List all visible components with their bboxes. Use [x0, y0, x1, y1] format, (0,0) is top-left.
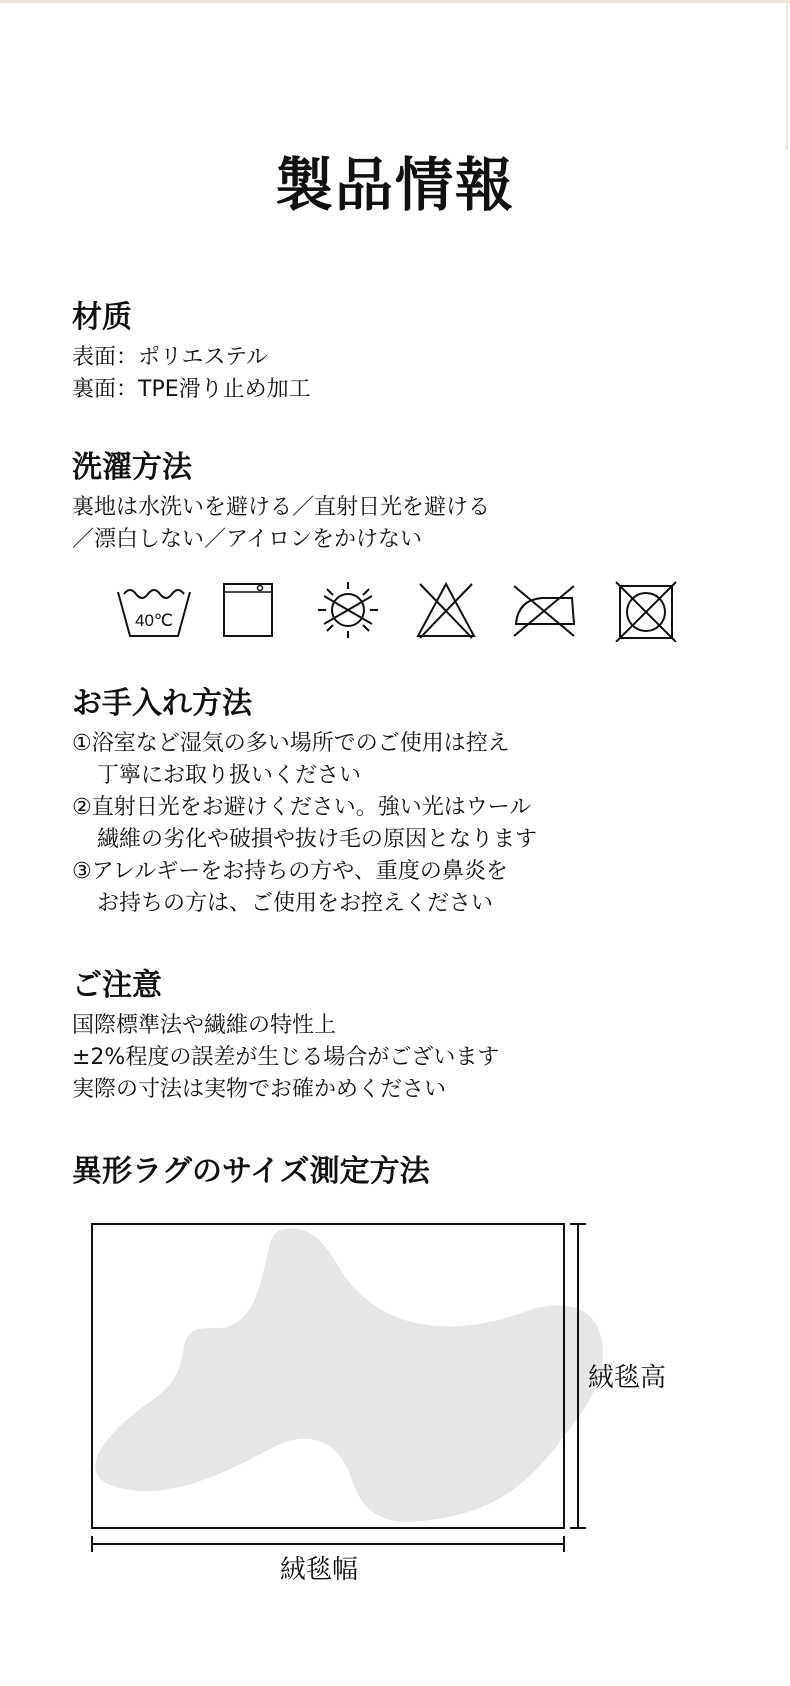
care-item-3 [72, 856, 722, 920]
material-surface: 表面：ポリエステル [72, 345, 269, 370]
care-item-2-line-1: ②直射日光をお避けください。強い光はウール [72, 795, 532, 820]
material-back: 裏面：TPE滑り止め加工 [72, 377, 311, 402]
washing-line-2: ／漂白しない／アイロンをかけない [72, 527, 423, 552]
washing-heading: 洗濯方法 [72, 450, 192, 485]
care-item-2-line-2: 繊維の劣化や破損や抜け毛の原因となります [97, 827, 538, 852]
care-item-1-line-1: ①浴室など湿気の多い場所でのご使用は控え [72, 731, 510, 756]
care-section [72, 684, 722, 920]
rug-shape [95, 1228, 602, 1521]
wash-40-icon [114, 578, 194, 642]
rug-size-diagram [80, 1210, 700, 1600]
laundry-icons [108, 578, 688, 642]
no-sun-dry-icon [314, 578, 382, 642]
top-border [0, 0, 790, 3]
notice-line-3: 実際の寸法は実物でお確かめください [72, 1077, 447, 1102]
care-heading: お手入れ方法 [72, 686, 252, 721]
no-tumble-dry-icon [614, 578, 678, 642]
notice-section [72, 966, 722, 1106]
height-label: 絨毯高 [588, 1363, 667, 1393]
care-item-2 [72, 792, 722, 856]
care-item-1 [72, 728, 722, 792]
tumble-dry-icon [220, 578, 276, 642]
right-edge-line [786, 0, 788, 150]
notice-line-1: 国際標準法や繊維の特性上 [72, 1013, 337, 1038]
washing-line-1: 裏地は水洗いを避ける／直射日光を避ける [72, 495, 491, 520]
notice-line-2: ±2%程度の誤差が生じる場合がございます [72, 1045, 500, 1070]
measure-heading: 異形ラグのサイズ測定方法 [72, 1154, 430, 1189]
notice-heading: ご注意 [72, 968, 162, 1003]
wash-temp-label: 40℃ [134, 611, 174, 630]
washing-section [72, 448, 722, 556]
width-label: 絨毯幅 [280, 1555, 359, 1585]
rug-diagram-svg [80, 1210, 700, 1600]
no-iron-icon [508, 578, 580, 642]
care-item-3-line-1: ③アレルギーをお持ちの方や、重度の鼻炎を [72, 859, 508, 884]
care-item-1-line-2: 丁寧にお取り扱いください [97, 763, 362, 788]
material-section [72, 298, 722, 406]
no-bleach-icon [414, 578, 478, 642]
care-item-3-line-2: お持ちの方は、ご使用をお控えください [97, 891, 494, 916]
material-heading: 材质 [72, 300, 132, 335]
page-title: 製品情報 [274, 151, 515, 219]
measure-section [72, 1152, 722, 1192]
